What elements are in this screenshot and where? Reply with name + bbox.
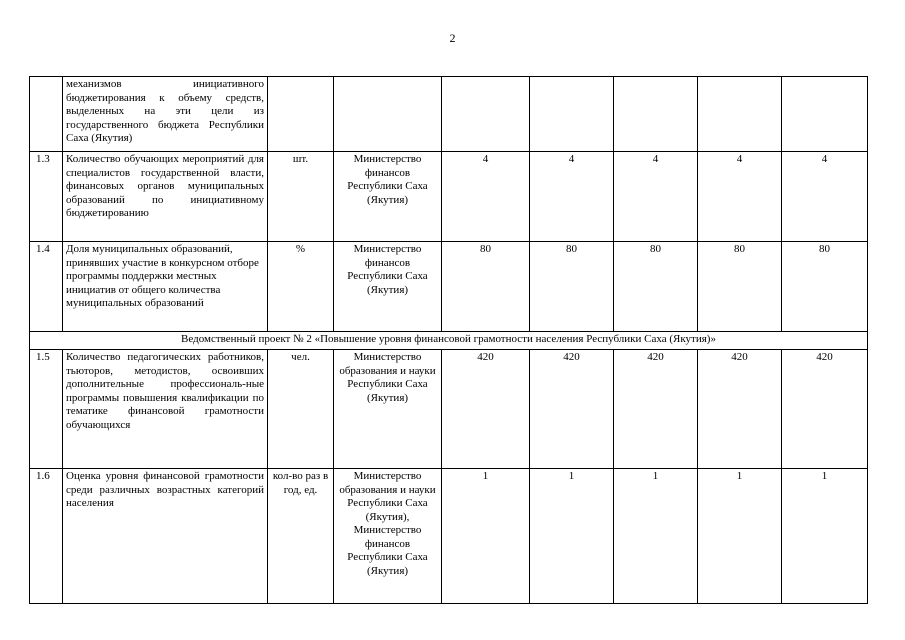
value-cell: 1 [698, 469, 782, 604]
row-number: 1.6 [30, 469, 63, 604]
row-number: 1.5 [30, 350, 63, 469]
unit-cell: чел. [268, 350, 334, 469]
value-cell [442, 77, 530, 152]
responsible-cell: Министерство образования и науки Республики Саха (Якутия) [334, 350, 442, 469]
table-row [30, 152, 868, 242]
indicators-table [29, 76, 868, 604]
row-number: 1.3 [30, 152, 63, 242]
responsible-cell: Министерство финансов Республики Саха (Якутия) [334, 152, 442, 242]
value-cell: 4 [530, 152, 614, 242]
value-cell [530, 77, 614, 152]
value-cell: 1 [442, 469, 530, 604]
unit-cell: кол-во раз в год, ед. [268, 469, 334, 604]
row-number [30, 77, 63, 152]
value-cell: 80 [530, 242, 614, 332]
value-cell: 80 [698, 242, 782, 332]
value-cell: 420 [698, 350, 782, 469]
value-cell: 420 [782, 350, 868, 469]
value-cell: 420 [442, 350, 530, 469]
indicator-name: Доля муниципальных образований, принявших участие в конкурсном отборе программы поддержки местных инициатив от общего количества муниципальных образований [63, 242, 268, 332]
value-cell: 1 [530, 469, 614, 604]
value-cell [698, 77, 782, 152]
value-cell: 80 [782, 242, 868, 332]
table-row [30, 469, 868, 604]
unit-cell [268, 77, 334, 152]
value-cell: 4 [698, 152, 782, 242]
table-row [30, 77, 868, 152]
indicator-name: механизмов инициативного бюджетирования к объему средств, выделенных на эти цели из государственного бюджета Республики Саха (Якутия) [63, 77, 268, 152]
value-cell: 4 [614, 152, 698, 242]
value-cell: 1 [782, 469, 868, 604]
section-header: Ведомственный проект № 2 «Повышение уровня финансовой грамотности населения Республики Саха (Якутия)» [30, 332, 868, 350]
section-header-row [30, 332, 868, 350]
row-number: 1.4 [30, 242, 63, 332]
unit-cell: % [268, 242, 334, 332]
value-cell: 1 [614, 469, 698, 604]
value-cell: 80 [614, 242, 698, 332]
page-number: 2 [449, 31, 456, 45]
indicator-name: Количество педагогических работников, тьюторов, методистов, освоивших дополнительные профессиональ-ные программы повышения квалификации по тематике финансовой грамотности обучающихся [63, 350, 268, 469]
table-row [30, 242, 868, 332]
value-cell: 4 [442, 152, 530, 242]
value-cell: 420 [530, 350, 614, 469]
table-row [30, 350, 868, 469]
value-cell [614, 77, 698, 152]
indicator-name: Количество обучающих мероприятий для специалистов государственной власти, финансовых органов муниципальных образований по инициативному бюджетированию [63, 152, 268, 242]
value-cell: 80 [442, 242, 530, 332]
unit-cell: шт. [268, 152, 334, 242]
responsible-cell: Министерство образования и науки Республики Саха (Якутия), Министерство финансов Республики Саха (Якутия) [334, 469, 442, 604]
value-cell [782, 77, 868, 152]
responsible-cell [334, 77, 442, 152]
value-cell: 420 [614, 350, 698, 469]
responsible-cell: Министерство финансов Республики Саха (Якутия) [334, 242, 442, 332]
value-cell: 4 [782, 152, 868, 242]
indicator-name: Оценка уровня финансовой грамотности среди различных возрастных категорий населения [63, 469, 268, 604]
